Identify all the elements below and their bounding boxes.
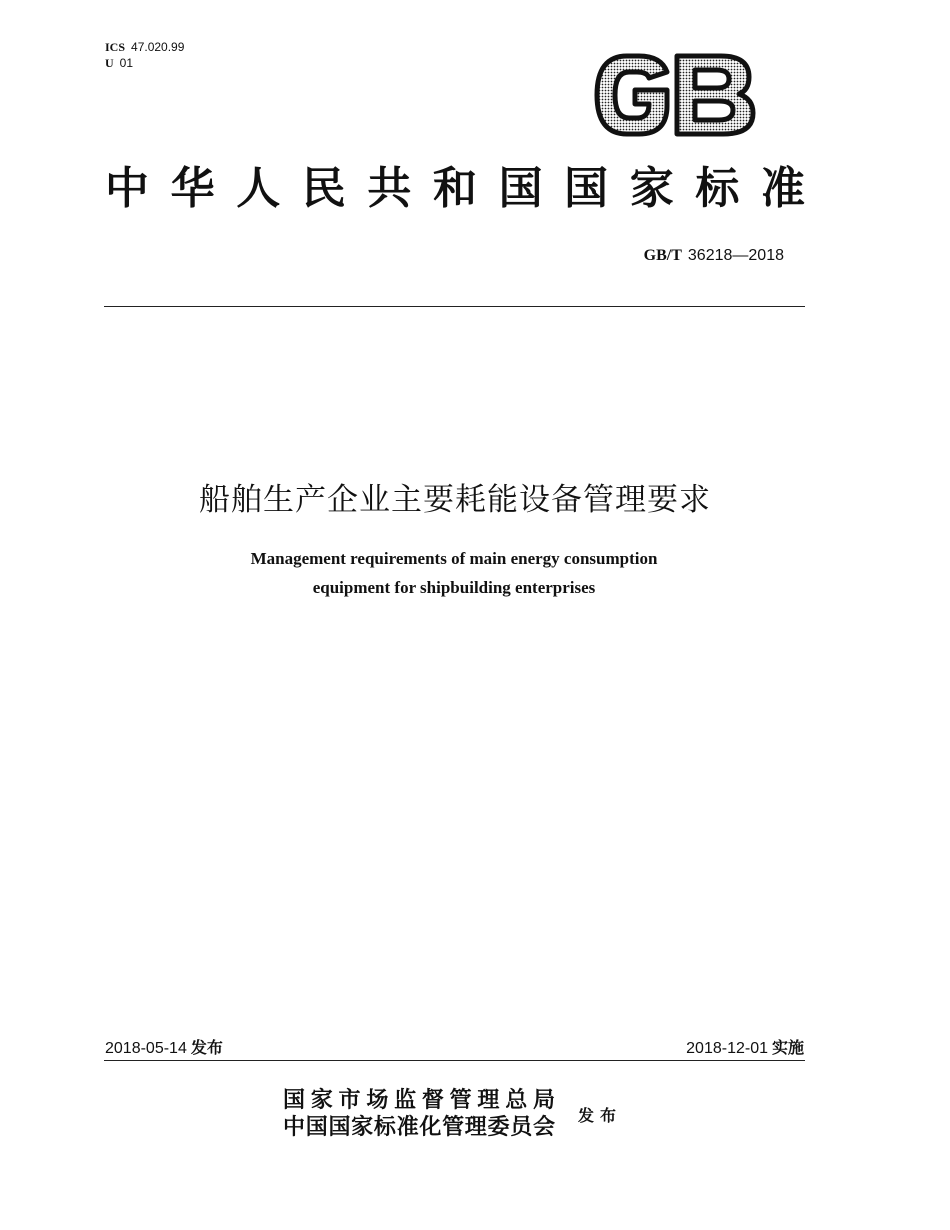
document-title-en-line1: Management requirements of main energy consumption: [250, 549, 658, 568]
issuer-line-1: 国家市场监督管理总局: [283, 1087, 555, 1113]
heading-char: 中: [105, 163, 149, 214]
standard-serial: 36218—2018: [687, 247, 784, 264]
implementation-date-word: 实施: [771, 1038, 804, 1057]
heading-char: 标: [695, 163, 740, 214]
standard-number: [644, 245, 784, 265]
issue-date-value: 2018-05-14: [105, 1040, 187, 1057]
national-standard-heading: [105, 163, 805, 215]
top-divider: [104, 306, 805, 307]
document-title-zh: 船舶生产企业主要耗能设备管理要求: [199, 482, 711, 518]
heading-char: 共: [367, 163, 412, 214]
ccs-value: 01: [119, 56, 134, 70]
implementation-date-value: 2018-12-01: [686, 1040, 768, 1057]
bottom-divider: [104, 1060, 805, 1061]
ics-label: ICS: [105, 40, 126, 54]
heading-char: 华: [170, 163, 215, 214]
heading-char: 民: [301, 163, 346, 214]
heading-char: 国: [564, 163, 609, 214]
ics-value: 47.020.99: [131, 40, 185, 54]
heading-char: 国: [498, 163, 543, 214]
ics-classification: [105, 41, 184, 54]
document-title-en-line2: equipment for shipbuilding enterprises: [312, 578, 596, 597]
ccs-classification: [105, 57, 133, 70]
heading-char: 人: [236, 163, 281, 214]
heading-char: 家: [629, 163, 674, 214]
issue-date-word: 发布: [190, 1038, 223, 1057]
issuer-line-2: 中国国家标准化管理委员会: [283, 1114, 555, 1140]
ccs-label: U: [105, 56, 114, 70]
gb-logo-icon: [589, 50, 759, 140]
issue-date: [105, 1035, 223, 1058]
standard-code: GB/T: [643, 247, 682, 264]
heading-char: 和: [432, 163, 477, 214]
issued-word: 发布: [578, 1106, 623, 1125]
implementation-date: [686, 1035, 804, 1058]
heading-char: 准: [760, 163, 805, 214]
